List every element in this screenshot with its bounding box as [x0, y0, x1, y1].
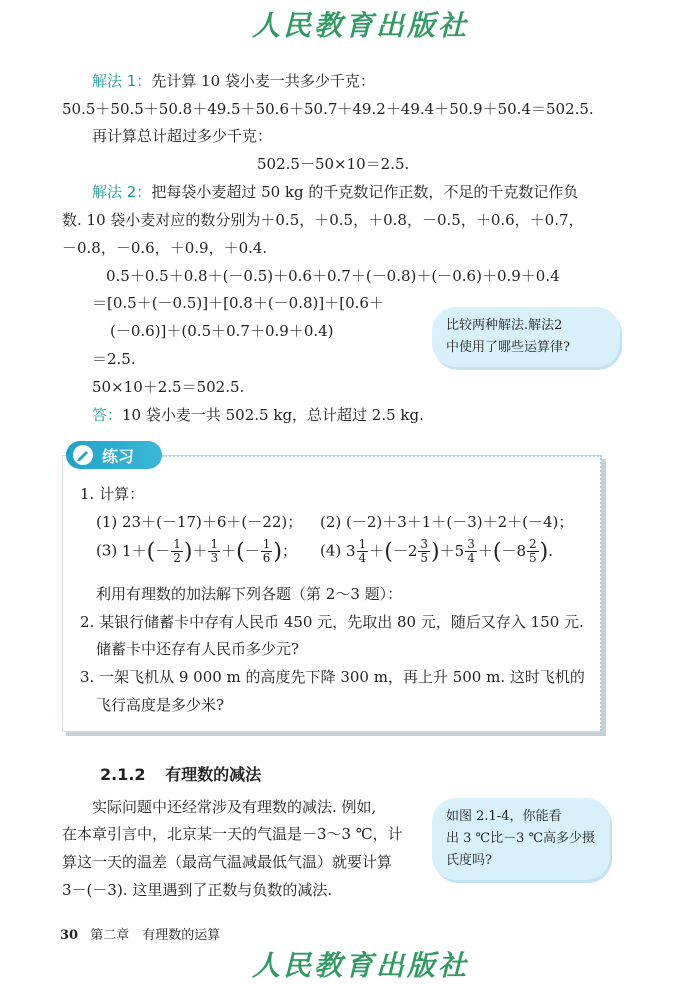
exercise-title: 练习 [102, 447, 135, 466]
method2-calc1: 0.5＋0.5＋0.8＋(－0.5)＋0.6＋0.7＋(－0.8)＋(－0.6)＋0.9＋0.4 [106, 267, 560, 285]
method2-line [92, 181, 578, 202]
numerator: 2 [529, 537, 537, 551]
whole-part: 5 [454, 541, 465, 560]
method2-calc5: 50×10＋2.5＝502.5. [92, 378, 245, 396]
plus-sign: ＋ [439, 541, 455, 560]
q1-label: 1. 计算： [80, 485, 145, 503]
denominator: 5 [529, 551, 537, 565]
q1-part3 [96, 538, 297, 565]
plus-sign: ＋ [192, 541, 208, 560]
exercise-header [66, 441, 162, 469]
plus-sign: ＋ [369, 541, 385, 560]
term-1: 1 [122, 541, 132, 560]
method2-label: 解法 2： [92, 183, 152, 201]
fraction-3-5 [418, 538, 430, 565]
denominator: 3 [210, 551, 219, 565]
whole-part: 2 [407, 541, 418, 560]
page-number: 30 [60, 928, 79, 943]
section-para-line3: 算这一天的温差（最高气温减最低气温）就要计算 [62, 853, 393, 871]
denominator: 4 [467, 551, 475, 565]
q1-part4 [320, 538, 553, 565]
numerator: 1 [262, 537, 271, 551]
page-footer [60, 924, 220, 943]
method1-then: 再计算总计超过多少千克： [92, 127, 273, 145]
fraction-3-4 [465, 538, 477, 565]
method2-calc4: ＝2.5. [92, 350, 136, 368]
method1-intro: 先计算 10 袋小麦一共多少千克： [151, 72, 375, 90]
fraction-1-4 [357, 538, 369, 565]
fraction-1-6 [261, 538, 273, 565]
exercise-instruction: 利用有理数的加法解下列各题（第 2～3 题）： [96, 585, 403, 603]
section-title: 有理数的减法 [165, 765, 262, 784]
publisher-logo: 人民教育出版社 [252, 9, 470, 42]
answer-text: 10 袋小麦一共 502.5 kg，总计超过 2.5 kg. [122, 406, 424, 424]
minus-sign: － [501, 541, 517, 560]
method1-label: 解法 1： [92, 72, 152, 90]
q1-part1: (1) 23＋(－17)＋6＋(－22)； [96, 513, 303, 531]
bubble2-line2: 出 3 ℃比－3 ℃高多少摄 [446, 831, 596, 846]
section-number: 2.1.2 [100, 765, 146, 784]
q1-part3-label: (3) [96, 541, 118, 560]
plus-sign: ＋ [477, 541, 493, 560]
minus-sign: － [155, 541, 171, 560]
bubble1-line1: 比较两种解法.解法2 [446, 318, 563, 333]
section-para-line4: 3－(－3). 这里遇到了正数与负数的减法. [62, 881, 333, 899]
answer-line [92, 404, 424, 425]
publisher-logo-footer: 人民教育出版社 [252, 949, 470, 982]
q3-line2: 飞行高度是多少米? [96, 696, 225, 714]
section-heading [100, 762, 261, 785]
denominator: 4 [358, 551, 367, 565]
method2-calc3: (－0.6)]＋(0.5＋0.7＋0.9＋0.4) [110, 322, 334, 340]
method1-sum: 50.5＋50.5＋50.8＋49.5＋50.6＋50.7＋49.2＋49.4＋50.9＋50.4＝502.5. [62, 100, 594, 118]
fraction-1-3 [208, 538, 220, 565]
q2-line1: 2. 某银行储蓄卡中存有人民币 450 元，先取出 80 元，随后又存入 150 元. [80, 613, 584, 631]
numerator: 1 [210, 537, 219, 551]
q2-line2: 储蓄卡中还存有人民币多少元? [96, 640, 300, 658]
method2-calc2: ＝[0.5＋(－0.5)]＋[0.8＋(－0.8)]＋[0.6＋ [92, 294, 384, 312]
method2-line2: 数. 10 袋小麦对应的数分别为＋0.5，＋0.5，＋0.8，－0.5，＋0.6，＋0.7， [62, 211, 584, 229]
bubble2-line1: 如图 2.1-4，你能看 [446, 809, 562, 824]
whole-part: 8 [516, 541, 526, 560]
method2-intro: 把每袋小麦超过 50 kg 的千克数记作正数，不足的千克数记作负 [151, 183, 579, 201]
denominator: 5 [420, 551, 429, 565]
denominator: 2 [173, 551, 181, 565]
q1-part4-expr: 3 $\frac{1}{4}$ ＋(－2 $\frac{3}{5}$ )＋5 $\frac{3}{4}$ ＋(－8 $\frac{2}{5}$ ). [346, 537, 554, 565]
method1-result: 502.5－50×10＝2.5. [257, 155, 410, 173]
pencil-icon [72, 444, 94, 466]
thinking-bubble-methods [432, 307, 620, 367]
whole-part: 3 [346, 541, 356, 560]
method2-line3: －0.8，－0.6，＋0.9，＋0.4. [62, 239, 268, 257]
bubble2-line3: 氏度吗? [446, 853, 492, 868]
semicolon: ； [281, 541, 297, 560]
bubble1-line2: 中使用了哪些运算律? [446, 340, 570, 355]
numerator: 3 [420, 537, 429, 551]
section-para-line2: 在本章引言中，北京某一天的气温是－3～3 ℃，计 [62, 825, 403, 843]
answer-label: 答： [92, 406, 123, 424]
denominator: 6 [262, 551, 271, 565]
fraction-1-2 [171, 538, 183, 565]
period: . [548, 541, 554, 560]
minus-sign: － [392, 541, 408, 560]
exercise-top-border [162, 455, 602, 457]
method1-line [92, 70, 375, 91]
numerator: 3 [467, 537, 475, 551]
section-para-line1: 实际问题中还经常涉及有理数的减法. 例如, [92, 798, 377, 816]
plus-sign: ＋ [221, 541, 237, 560]
fraction-2-5 [527, 538, 539, 565]
thinking-bubble-temperature [432, 798, 610, 880]
q1-part4-label: (4) [320, 541, 342, 560]
q1-part2: (2) (－2)＋3＋1＋(－3)＋2＋(－4)； [320, 513, 574, 531]
numerator: 1 [358, 537, 367, 551]
numerator: 1 [173, 537, 181, 551]
q3-line1: 3. 一架飞机从 9 000 m 的高度先下降 300 m，再上升 500 m. 这时飞机的 [80, 668, 585, 686]
chapter-name: 第二章 有理数的运算 [90, 928, 221, 943]
q1-part3-expr: 1＋(－ $\frac{1}{2}$ )＋ $\frac{1}{3}$ ＋(－ $\frac{1}{6}$ )； [122, 537, 297, 565]
plus-sign: ＋ [131, 541, 147, 560]
exercise-right-border [600, 455, 602, 731]
minus-sign: － [244, 541, 260, 560]
